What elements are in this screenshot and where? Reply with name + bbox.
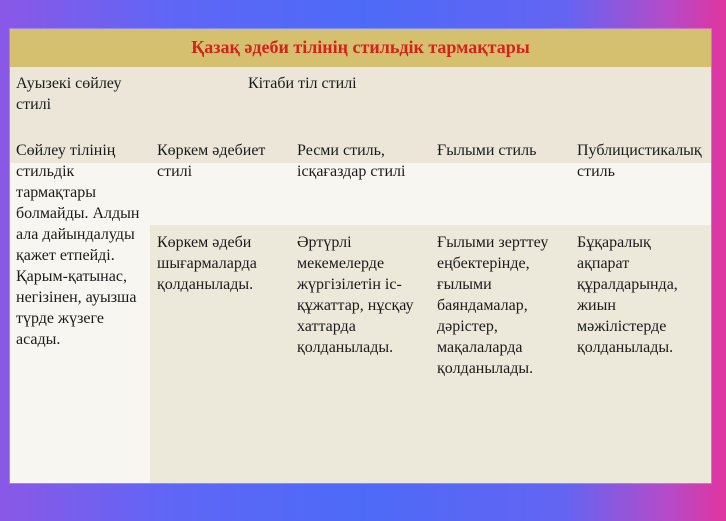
official-style-description: Әртүрлі мекемелерде жүргізілетін іс-құжаттар, нұсқау хаттарда қолданылады. [297,234,414,356]
publicistic-style-name: Публицистикалық стиль [577,142,702,180]
scientific-style-description: Ғылыми зерттеу еңбектерінде, ғылыми баяндамалар, дәрістер, мақалаларда қолданылады. [437,234,549,377]
scientific-style-name: Ғылыми стиль [437,142,537,159]
literary-style-header: Кітаби тіл стилі [248,75,357,92]
publicistic-style-description: Бұқаралық ақпарат құралдарында, жиын мәжілістерде қолданылады. [577,234,678,356]
style-table [10,29,711,483]
table-title: Қазақ әдеби тілінің стильдік тармақтары [191,37,530,57]
colloquial-style-header: Ауызекі сөйлеу стилі [16,75,122,113]
official-style-name: Ресми стиль, ісқағаздар стилі [297,142,406,180]
artistic-style-description: Көркем әдеби шығармаларда қолданылады. [157,234,257,293]
colloquial-description: Сөйлеу тілінің стильдік тармақтары болмайды. Алдын ала дайындалуды қажет етпейді. Қарым-қатынас, негізінен, ауызша түрде жүзеге асады. [16,142,140,348]
artistic-style-name: Көркем әдебиет стилі [157,142,266,180]
